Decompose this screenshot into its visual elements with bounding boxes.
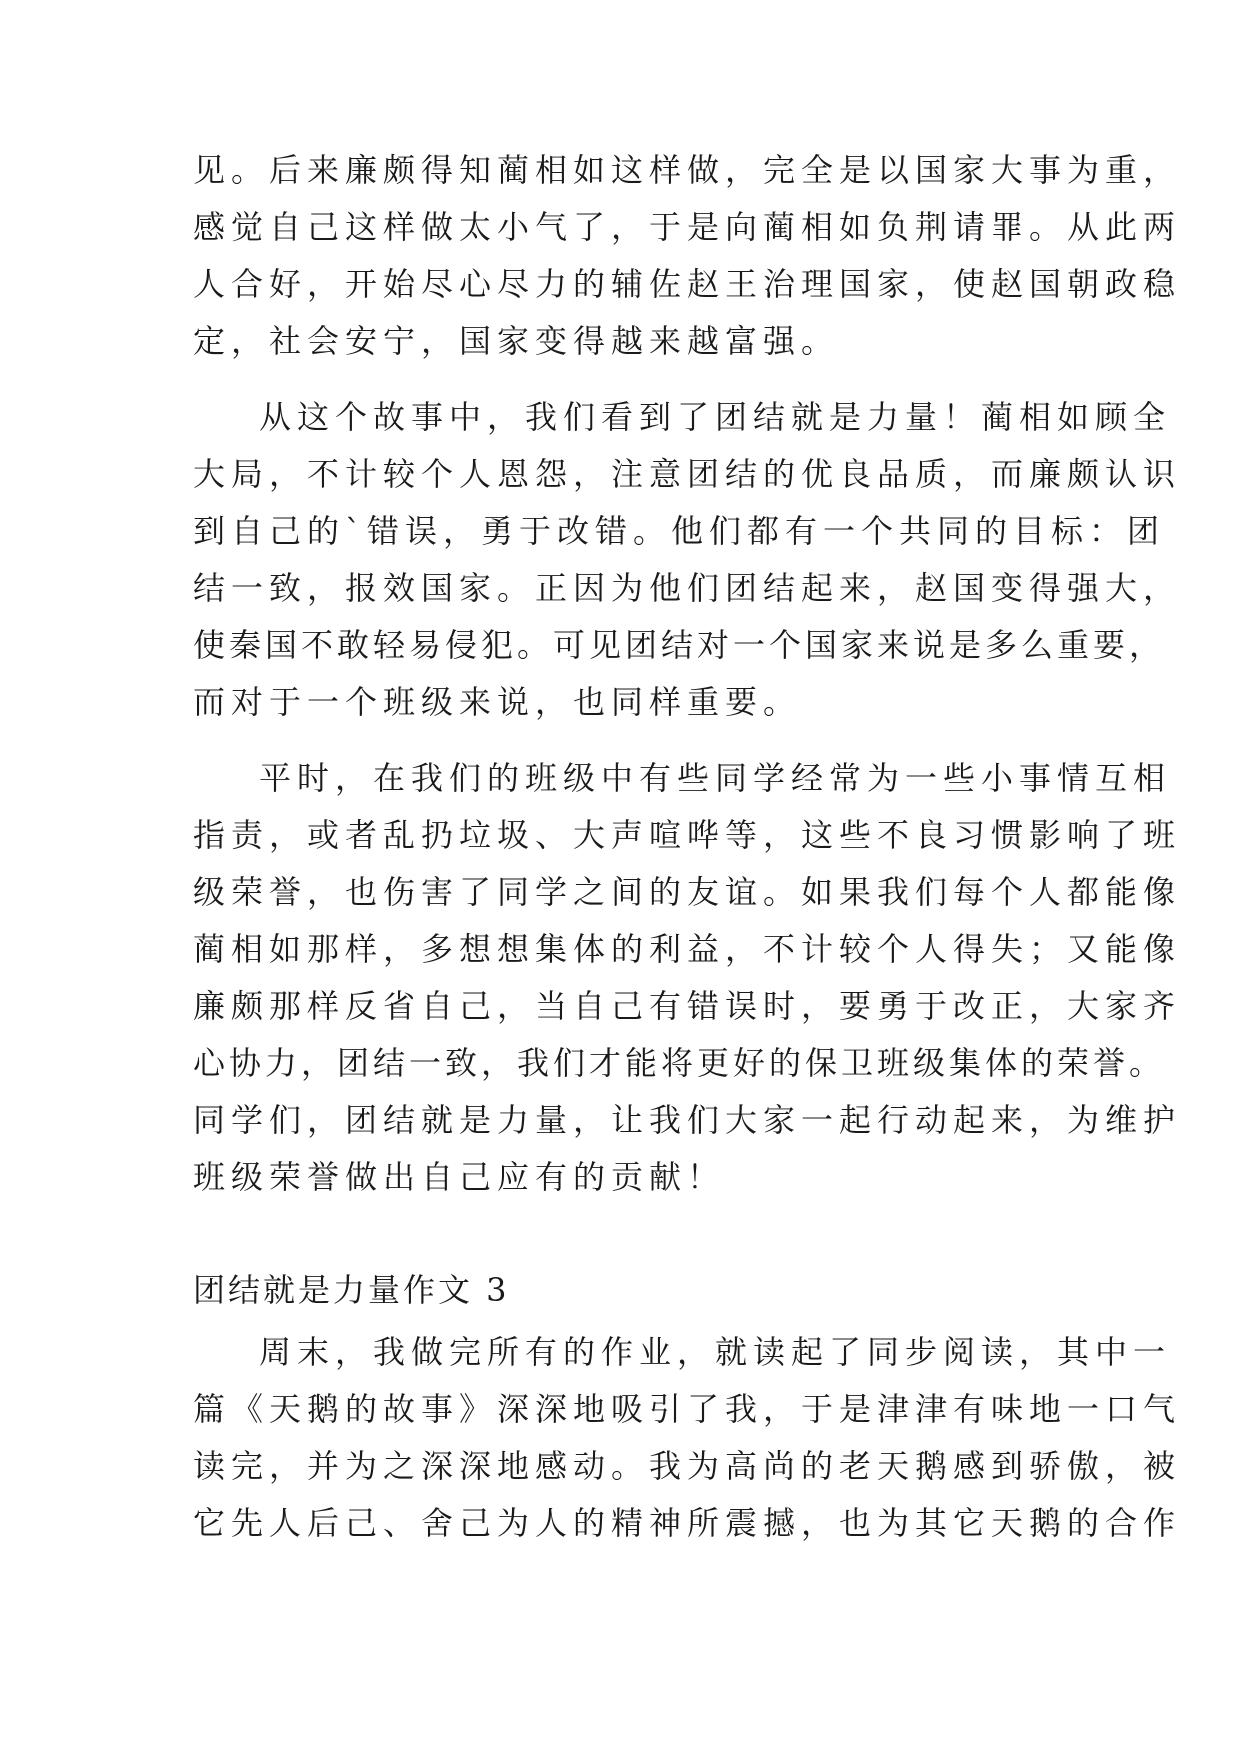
paragraph-4-line-4: 它先人后己、舍己为人的精神所震撼，也为其它天鹅的合作 xyxy=(193,1504,1182,1542)
paragraph-1-line-1: 见。后来廉颇得知蔺相如这样做，完全是以国家大事为重， xyxy=(193,151,1182,189)
paragraph-4-line-2: 篇《天鹅的故事》深深地吸引了我，于是津津有味地一口气 xyxy=(193,1390,1182,1428)
paragraph-2-line-3: 到自己的`错误，勇于改错。他们都有一个共同的目标：团 xyxy=(193,512,1166,550)
paragraph-1-line-2: 感觉自己这样做太小气了，于是向蔺相如负荆请罪。从此两 xyxy=(193,208,1182,246)
paragraph-3-line-5: 廉颇那样反省自己，当自己有错误时，要勇于改正，大家齐 xyxy=(193,987,1182,1025)
paragraph-1-line-3: 人合好，开始尽心尽力的辅佐赵王治理国家，使赵国朝政稳 xyxy=(193,265,1182,303)
paragraph-2-line-5: 使秦国不敢轻易侵犯。可见团结对一个国家来说是多么重要， xyxy=(193,626,1166,664)
paragraph-3-line-8: 班级荣誉做出自己应有的贡献！ xyxy=(193,1158,726,1196)
paragraph-3-line-4: 蔺相如那样，多想想集体的利益，不计较个人得失；又能像 xyxy=(193,930,1182,968)
paragraph-1-line-4: 定，社会安宁，国家变得越来越富强。 xyxy=(193,322,840,360)
paragraph-4-line-3: 读完，并为之深深地感动。我为高尚的老天鹅感到骄傲，被 xyxy=(193,1447,1182,1485)
paragraph-3-line-7: 同学们，团结就是力量，让我们大家一起行动起来，为维护 xyxy=(193,1101,1182,1139)
paragraph-2-line-4: 结一致，报效国家。正因为他们团结起来，赵国变得强大， xyxy=(193,569,1182,607)
paragraph-2-line-6: 而对于一个班级来说，也同样重要。 xyxy=(193,683,802,721)
paragraph-3-line-1: 平时，在我们的班级中有些同学经常为一些小事情互相 xyxy=(259,759,1172,797)
paragraph-2-line-2: 大局，不计较个人恩怨，注意团结的优良品质，而廉颇认识 xyxy=(193,455,1182,493)
section-heading: 团结就是力量作文 3 xyxy=(193,1271,510,1309)
paragraph-4-line-1: 周末，我做完所有的作业，就读起了同步阅读，其中一 xyxy=(259,1333,1172,1371)
paragraph-3-line-3: 级荣誉，也伤害了同学之间的友谊。如果我们每个人都能像 xyxy=(193,873,1182,911)
paragraph-2-line-1: 从这个故事中，我们看到了团结就是力量！蔺相如顾全 xyxy=(259,398,1172,436)
paragraph-3-line-2: 指责，或者乱扔垃圾、大声喧哗等，这些不良习惯影响了班 xyxy=(193,816,1182,854)
paragraph-3-line-6: 心协力，团结一致，我们才能将更好的保卫班级集体的荣誉。 xyxy=(193,1044,1166,1082)
